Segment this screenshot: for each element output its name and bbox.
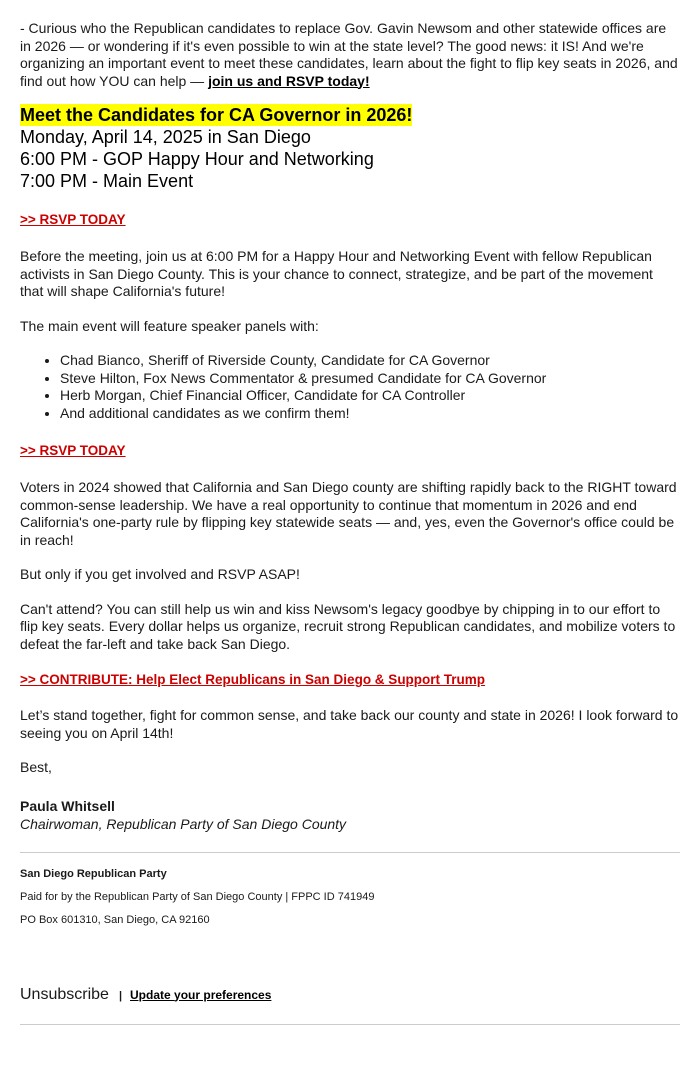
speakers-list [20, 352, 680, 422]
speakers-intro: The main event will feature speaker panels with: [20, 317, 319, 334]
footer-divider [20, 852, 680, 853]
update-preferences-link[interactable]: Update your preferences [130, 987, 272, 1002]
list-item: • Steve Hilton, Fox News Commentator & presumed Candidate for CA Governor [60, 370, 680, 388]
intro-paragraph [20, 0, 680, 90]
event-date: Monday, April 14, 2025 in San Diego [20, 127, 311, 147]
list-item: • Herb Morgan, Chief Financial Officer, Candidate for CA Controller [60, 387, 680, 405]
cant-attend-paragraph: Can't attend? You can still help us win and kiss Newsom's legacy goodbye by chipping in to our effort to flip key seats. Every dollar helps us organize, recruit strong Republican candidates, and mobilize voters to defeat the far-left and take back San Diego. [20, 600, 676, 652]
footer-org-name: San Diego Republican Party [20, 867, 167, 880]
signature-title: Chairwoman, Republican Party of San Diego County [20, 815, 347, 832]
contribute-link[interactable]: >> CONTRIBUTE: Help Elect Republicans in San Diego & Support Trump [20, 672, 486, 687]
voters-paragraph: Voters in 2024 showed that California and San Diego county are shifting rapidly back to the RIGHT toward common-sense leadership. We have a real opportunity to continue that momentum in 2026 and end California's one-party rule by flipping key statewide seats — and, yes, even the Governor's office could be in reach! [20, 479, 677, 548]
signature-name: Paula Whitsell [20, 797, 115, 814]
before-meeting-paragraph: Before the meeting, join us at 6:00 PM for a Happy Hour and Networking Event with fellow Republican activists in San Diego County. This is your chance to connect, strategize, and be part of the movement that will shape California's future! [20, 248, 653, 299]
rsvp-today-link-2[interactable]: >> RSVP TODAY [20, 443, 126, 458]
event-time-main: 7:00 PM - Main Event [20, 171, 194, 191]
footer-separator: | [118, 989, 123, 1002]
rsvp-today-link-1[interactable]: >> RSVP TODAY [20, 212, 126, 227]
unsubscribe-link[interactable]: Unsubscribe [20, 985, 109, 1003]
rsvp-intro-link[interactable]: join us and RSVP today! [208, 72, 370, 89]
footer-paid-for: Paid for by the Republican Party of San Diego County | FPPC ID 741949 [20, 890, 375, 903]
get-involved-paragraph: But only if you get involved and RSVP ASAP! [20, 566, 300, 582]
footer-address: PO Box 601310, San Diego, CA 92160 [20, 913, 210, 926]
intro-text: - Curious who the Republican candidates to replace Gov. Gavin Newsom and other statewide offices are in 2026 — or wondering if it's even possible to win at the state level? The good news: it IS! And we're organizing an important event to meet these candidates, learn about the fight to flip key seats in 2026, and find out how YOU can help — [20, 20, 678, 89]
bottom-divider [20, 1024, 680, 1025]
signoff: Best, [20, 759, 52, 775]
event-time-happy-hour: 6:00 PM - GOP Happy Hour and Networking [20, 149, 374, 169]
list-item: • And additional candidates as we confirm them! [60, 405, 680, 423]
footer-links [20, 986, 680, 1004]
list-item: • Chad Bianco, Sheriff of Riverside County, Candidate for CA Governor [60, 352, 680, 370]
closing-paragraph: Let’s stand together, fight for common sense, and take back our county and state in 2026! I look forward to seeing you on April 14th! [20, 707, 679, 741]
event-headline: Meet the Candidates for CA Governor in 2026! [20, 105, 413, 125]
